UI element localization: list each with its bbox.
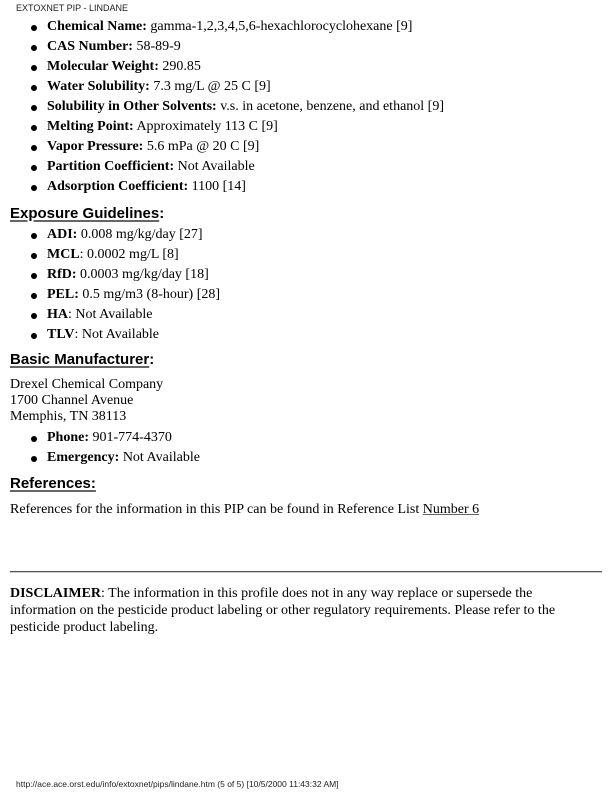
heading-colon: :	[149, 351, 155, 368]
list-item-pel	[0, 285, 220, 305]
list-item-rfd	[0, 265, 220, 285]
bullet-icon	[31, 85, 37, 91]
list-item-melting-point	[0, 117, 444, 137]
list-item-emergency	[0, 448, 200, 468]
page-footer-url: http://ace.ace.orst.edu/info/extoxnet/pips/lindane.htm (5 of 5) [10/5/2000 11:43:32 AM]	[16, 779, 339, 789]
property-label: Water Solubility:	[47, 79, 150, 94]
bullet-icon	[31, 436, 37, 442]
heading-text: Basic Manufacturer	[10, 351, 150, 368]
properties-list	[0, 17, 444, 197]
exposure-guidelines-heading	[10, 205, 164, 223]
property-value: gamma-1,2,3,4,5,6-hexachlorocyclohexane [9]	[146, 19, 413, 34]
property-value: Approximately 113 C [9]	[133, 119, 278, 134]
bullet-icon	[31, 65, 37, 71]
list-item-chemical-name	[0, 17, 444, 37]
exposure-value: : Not Available	[74, 327, 160, 342]
contact-label: Emergency:	[47, 450, 120, 465]
address-city: Memphis, TN 38113	[10, 409, 127, 424]
list-item-adsorption-coefficient	[0, 177, 444, 197]
list-item-phone	[0, 428, 200, 448]
list-item-water-solubility	[0, 77, 444, 97]
list-item-molecular-weight	[0, 57, 444, 77]
bullet-icon	[31, 45, 37, 51]
disclaimer-text: : The information in this profile does not in any way replace or supersede the information on the pesticide product labeling or other regulatory requirements. Please refer to the pesticide product labeling.	[10, 586, 556, 635]
disclaimer-label: DISCLAIMER	[10, 586, 102, 601]
property-value: 290.85	[158, 59, 201, 74]
exposure-value: : Not Available	[68, 307, 153, 322]
list-item-tlv	[0, 325, 220, 345]
address-company: Drexel Chemical Company	[10, 377, 164, 392]
references-paragraph	[10, 502, 479, 518]
exposure-label: HA	[47, 307, 68, 322]
bullet-icon	[31, 253, 37, 259]
page-header-title: EXTOXNET PIP - LINDANE	[16, 3, 129, 13]
bullet-icon	[31, 125, 37, 131]
references-heading	[10, 475, 96, 493]
bullet-icon	[31, 273, 37, 279]
exposure-label: MCL	[47, 247, 80, 262]
reference-list-link[interactable]: Number 6	[422, 502, 480, 517]
exposure-value: 0.0003 mg/kg/day [18]	[76, 267, 209, 282]
property-value: 58-89-9	[132, 39, 181, 54]
bullet-icon	[31, 165, 37, 171]
bullet-icon	[31, 333, 37, 339]
bullet-icon	[31, 233, 37, 239]
exposure-list	[0, 225, 220, 345]
references-text: References for the information in this PIP can be found in Reference List	[10, 502, 423, 517]
list-item-solubility-other	[0, 97, 444, 117]
horizontal-rule	[10, 571, 602, 573]
list-item-ha	[0, 305, 220, 325]
exposure-value: 0.008 mg/kg/day [27]	[77, 227, 203, 242]
property-value: Not Available	[174, 159, 255, 174]
list-item-partition-coefficient	[0, 157, 444, 177]
property-label: CAS Number:	[47, 39, 133, 54]
manufacturer-contacts-list	[0, 428, 200, 468]
bullet-icon	[31, 105, 37, 111]
bullet-icon	[31, 293, 37, 299]
list-item-adi	[0, 225, 220, 245]
list-item-mcl	[0, 245, 220, 265]
heading-colon: :	[159, 205, 165, 222]
exposure-value: : 0.0002 mg/L [8]	[79, 247, 179, 262]
property-label: Adsorption Coefficient:	[47, 179, 189, 194]
property-value: v.s. in acetone, benzene, and ethanol [9]	[216, 99, 444, 114]
exposure-label: RfD:	[47, 267, 77, 282]
bullet-icon	[31, 185, 37, 191]
basic-manufacturer-heading	[10, 351, 154, 369]
bullet-icon	[31, 145, 37, 151]
exposure-label: PEL:	[47, 287, 79, 302]
exposure-label: TLV	[47, 327, 75, 342]
property-label: Solubility in Other Solvents:	[47, 99, 217, 114]
property-label: Vapor Pressure:	[47, 139, 144, 154]
property-value: 7.3 mg/L @ 25 C [9]	[149, 79, 271, 94]
exposure-value: 0.5 mg/m3 (8-hour) [28]	[78, 287, 221, 302]
property-label: Chemical Name:	[47, 19, 147, 34]
address-street: 1700 Channel Avenue	[10, 393, 134, 408]
list-item-vapor-pressure	[0, 137, 444, 157]
property-value: 5.6 mPa @ 20 C [9]	[143, 139, 260, 154]
bullet-icon	[31, 25, 37, 31]
property-label: Melting Point:	[47, 119, 134, 134]
bullet-icon	[31, 313, 37, 319]
heading-text: References:	[10, 475, 96, 492]
property-label: Molecular Weight:	[47, 59, 159, 74]
disclaimer-paragraph	[10, 585, 600, 636]
exposure-label: ADI:	[47, 227, 78, 242]
manufacturer-address	[10, 377, 163, 425]
property-label: Partition Coefficient:	[47, 159, 175, 174]
contact-label: Phone:	[47, 430, 89, 445]
bullet-icon	[31, 456, 37, 462]
list-item-cas-number	[0, 37, 444, 57]
property-value: 1100 [14]	[188, 179, 246, 194]
contact-value: Not Available	[119, 450, 200, 465]
heading-text: Exposure Guidelines	[10, 205, 160, 222]
contact-value: 901-774-4370	[89, 430, 172, 445]
